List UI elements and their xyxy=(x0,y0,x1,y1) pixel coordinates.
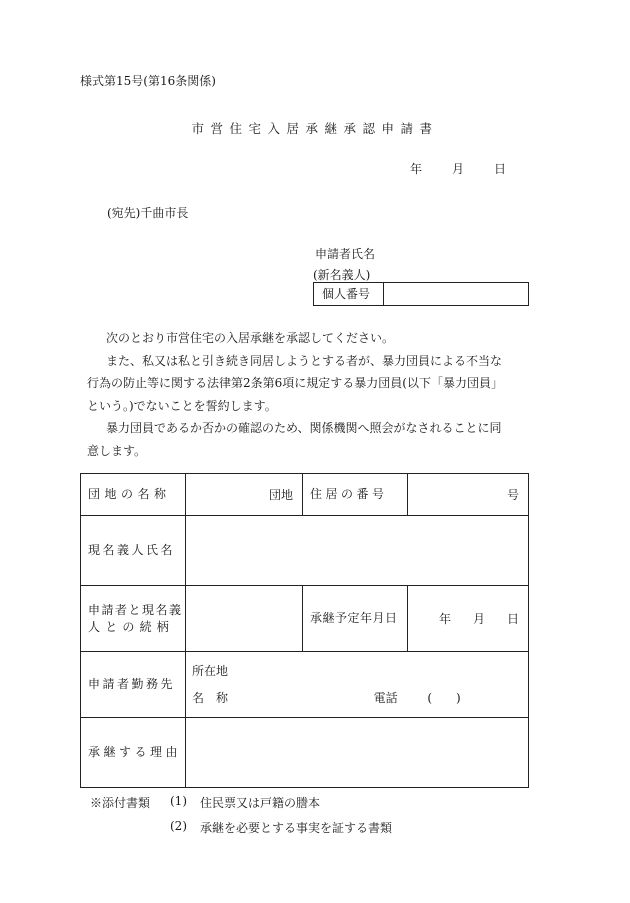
date-month: 月 xyxy=(452,162,465,176)
reason-cell[interactable] xyxy=(186,718,529,788)
paragraph-consent-line2: 意します。 xyxy=(87,443,147,458)
row-current-holder xyxy=(81,516,529,586)
row-relation xyxy=(81,586,529,652)
workplace-phone-label: 電話 xyxy=(373,690,398,705)
workplace-label: 申請者勤務先 xyxy=(81,652,186,718)
relation-label-line2: 人との続柄 xyxy=(88,619,175,634)
row-workplace xyxy=(81,652,529,718)
applicant-name-label: 申請者氏名 xyxy=(315,247,376,261)
paragraph-pledge-line3: という。)でないことを誓約します。 xyxy=(87,398,277,413)
current-holder-cell[interactable] xyxy=(186,516,529,586)
row-reason xyxy=(81,718,529,788)
planned-date-label: 承継予定年月日 xyxy=(303,586,408,652)
my-number-label: 個人番号 xyxy=(314,283,384,305)
workplace-cell[interactable] xyxy=(186,652,529,718)
room-number-label: 住居の番号 xyxy=(303,474,408,516)
planned-day: 日 xyxy=(506,612,519,626)
planned-month: 月 xyxy=(472,612,485,626)
attachment-1-text: 住民票又は戸籍の謄本 xyxy=(200,796,321,810)
document-title: 市営住宅入居承継承認申請書 xyxy=(191,121,439,136)
danchi-name-cell[interactable] xyxy=(186,474,303,516)
new-holder-label: (新名義人) xyxy=(313,268,371,282)
relation-label-line1: 申請者と現名義 xyxy=(88,602,183,617)
workplace-name-line xyxy=(192,685,528,712)
date-day: 日 xyxy=(494,162,507,176)
relation-cell[interactable] xyxy=(186,586,303,652)
attachment-2-num: (2) xyxy=(170,819,187,833)
room-suffix: 号 xyxy=(506,488,519,502)
current-holder-label: 現名義人氏名 xyxy=(81,516,186,586)
paragraph-pledge-line2: 行為の防止等に関する法律第2条第6項に規定する暴力団員(以下「暴力団員」 xyxy=(87,376,503,390)
danchi-suffix: 団地 xyxy=(268,488,293,502)
paragraph-pledge-line1: また、私又は私と引き続き同居しようとする者が、暴力団員による不当な xyxy=(106,353,503,368)
form-code: 様式第15号(第16条関係) xyxy=(80,74,216,88)
danchi-name-label: 団地の名称 xyxy=(81,474,186,516)
date-year: 年 xyxy=(410,162,423,176)
workplace-name-label: 名 称 xyxy=(192,690,229,705)
addressee: (宛先)千曲市長 xyxy=(107,206,189,220)
attachments-heading: ※添付書類 xyxy=(90,796,151,810)
relation-label xyxy=(81,586,186,652)
workplace-phone-parens: ( ) xyxy=(427,690,461,705)
attachment-2-text: 承継を必要とする事実を証する書類 xyxy=(200,821,393,835)
application-date xyxy=(410,160,506,177)
room-number-cell[interactable] xyxy=(408,474,529,516)
application-table xyxy=(80,473,529,788)
row-danchi xyxy=(81,474,529,516)
attachment-1-num: (1) xyxy=(170,794,187,808)
paragraph-request: 次のとおり市営住宅の入居承継を承認してください。 xyxy=(106,331,395,345)
reason-label: 承継する理由 xyxy=(81,718,186,788)
planned-date-cell[interactable] xyxy=(408,586,529,652)
workplace-address-label: 所在地 xyxy=(192,663,229,678)
planned-year: 年 xyxy=(438,612,451,626)
paragraph-consent-line1: 暴力団員であるか否かの確認のため、関係機関へ照会がなされることに同 xyxy=(106,421,502,435)
body-text xyxy=(85,327,525,462)
my-number-field xyxy=(313,282,529,306)
my-number-value[interactable] xyxy=(384,283,528,305)
